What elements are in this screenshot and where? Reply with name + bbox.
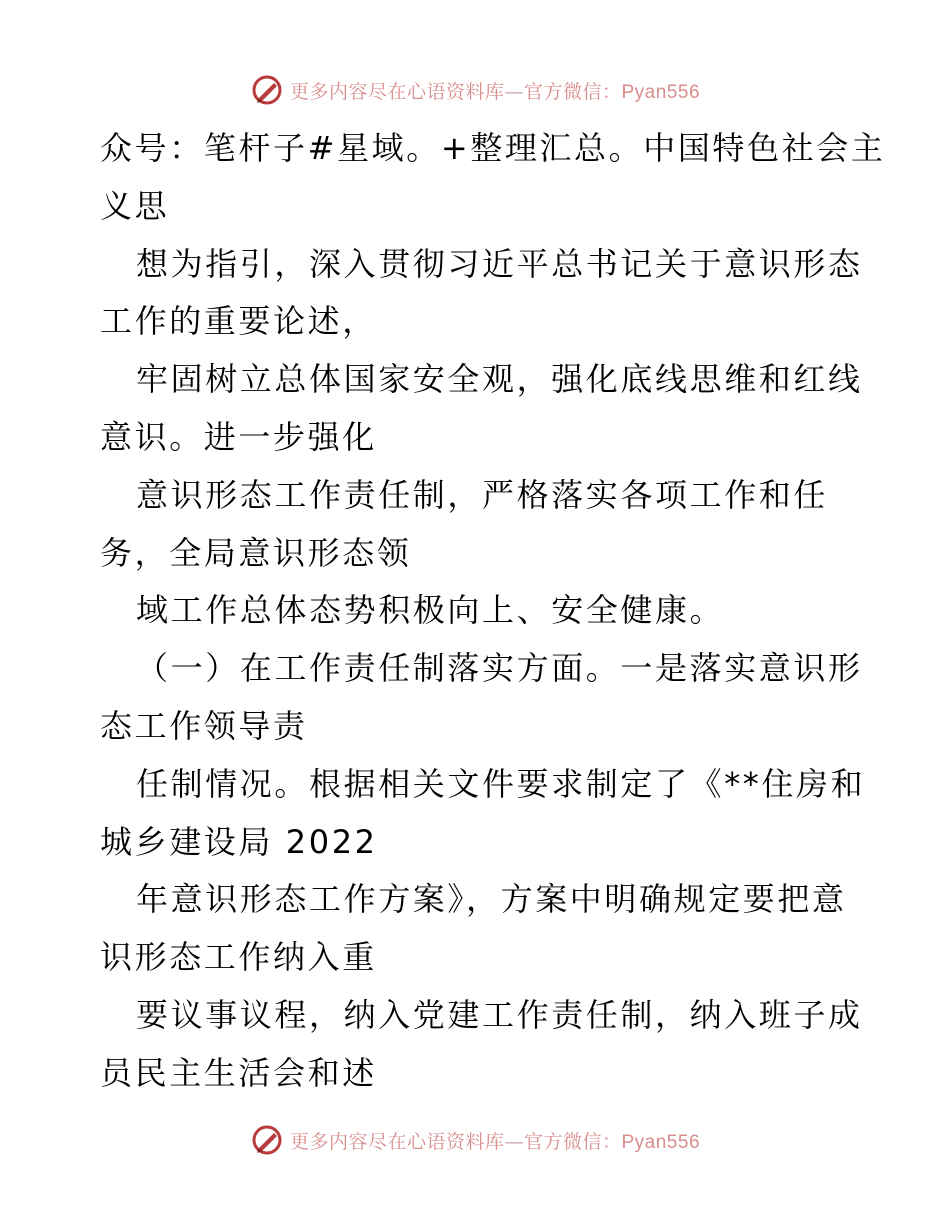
watermark-separator: — [504, 80, 524, 103]
text-line: 众号：笔杆子#星域。+整理汇总。中国特色社会主 [100, 129, 886, 167]
text-line: 务，全局意识形态领 [100, 533, 412, 572]
watermark-id: Pyan556 [621, 81, 701, 103]
watermark-text [290, 77, 700, 104]
watermark-separator: — [504, 1130, 524, 1153]
text-line: 年意识形态工作方案》，方案中明确规定要把意 [136, 880, 847, 919]
document-body [100, 120, 886, 1103]
text-line: （一）在工作责任制落实方面。一是落实意识形 [136, 649, 863, 688]
watermark-label: 官方微信： [523, 1130, 622, 1153]
watermark-header [0, 70, 950, 110]
watermark-footer [0, 1120, 950, 1160]
text-line: 识形态工作纳入重 [100, 938, 377, 977]
watermark-main: 更多内容尽在心语资料库 [289, 1130, 505, 1153]
pen-logo-icon [250, 1123, 284, 1157]
text-line: 要议事议程，纳入党建工作责任制，纳入班子成 [136, 995, 863, 1034]
text-line: 态工作领导责 [100, 706, 308, 745]
watermark-main: 更多内容尽在心语资料库 [289, 80, 505, 103]
text-line: 义思 [100, 186, 170, 225]
text-line: 想为指引，深入贯彻习近平总书记关于意识形态 [136, 244, 863, 283]
watermark-text [290, 1127, 700, 1154]
watermark-id: Pyan556 [621, 1131, 701, 1153]
watermark-label: 官方微信： [523, 80, 622, 103]
text-line: 意识形态工作责任制，严格落实各项工作和任 [136, 475, 829, 514]
text-line: 域工作总体态势积极向上、安全健康。 [136, 591, 725, 630]
text-line: 牢固树立总体国家安全观，强化底线思维和红线 [136, 360, 863, 399]
text-line: 员民主生活会和述 [100, 1053, 377, 1092]
text-line: 意识。进一步强化 [100, 417, 377, 456]
text-line: 城乡建设局 2022 [100, 822, 378, 861]
pen-logo-icon [250, 73, 284, 107]
text-line: 任制情况。根据相关文件要求制定了《**住房和 [136, 764, 866, 803]
text-line: 工作的重要论述， [100, 302, 377, 341]
